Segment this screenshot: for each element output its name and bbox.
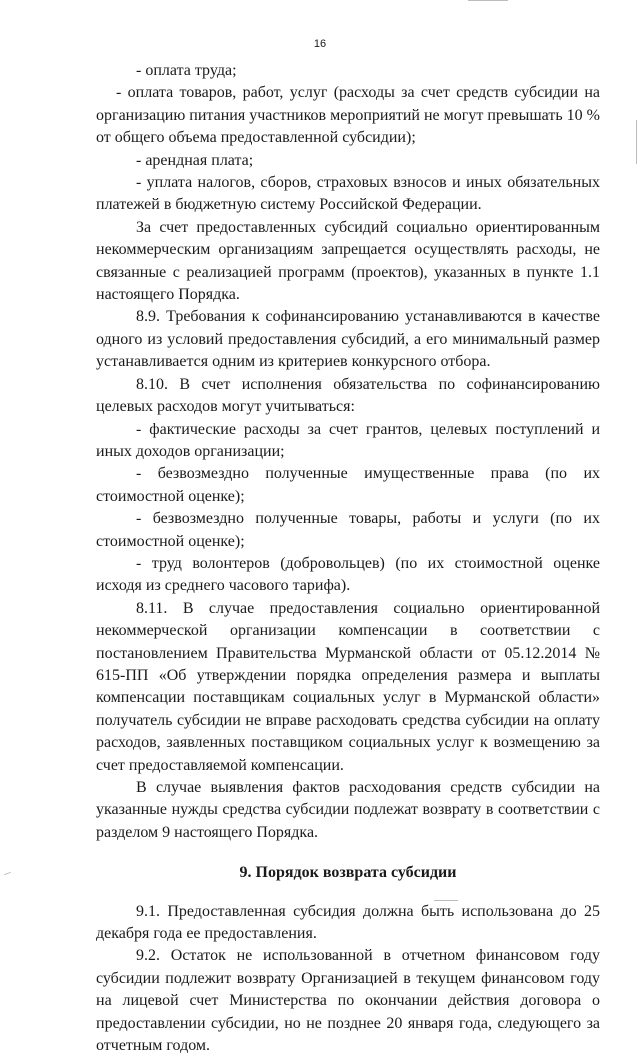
scan-edge-mark xyxy=(636,120,637,164)
paragraph: - оплата товаров, работ, услуг (расходы за счет средств субсидии на организацию питания участников мероприятий не могут превышать 10 % от общего объема предоставленной субсидии); xyxy=(96,84,600,147)
paragraph: - уплата налогов, сборов, страховых взносов и иных обязательных платежей в бюджетную систему Российской Федерации. xyxy=(96,174,600,214)
scan-edge-mark xyxy=(4,872,11,875)
section-title: 9. Порядок возврата субсидии xyxy=(239,864,457,882)
paragraph: 8.11. В случае предоставления социально ориентированной некоммерческой организации компенсации в соответствии с постановлением Правительства Мурманской области от 05.12.2014 № 615-ПП «Об утверждении порядка определения размера и выплаты компенсации поставщикам социальных услуг в Мурманской области» получатель субсидии не вправе расходовать средства субсидии на оплату расходов, заявленных поставщиком социальных услуг к возмещению за счет предоставляемой компенсации. xyxy=(96,599,600,774)
paragraph: - безвозмездно полученные имущественные права (по их стоимостной оценке); xyxy=(96,465,600,505)
paragraph: - труд волонтеров (добровольцев) (по их стоимостной оценке исходя из среднего часового тарифа). xyxy=(96,554,600,595)
document-body xyxy=(96,60,600,1057)
page-number: 16 xyxy=(313,38,327,50)
paragraph: - оплата труда; xyxy=(136,62,237,79)
paragraph: 8.9. Требования к софинансированию устанавливаются в качестве одного из условий предоставления субсидий, а его минимальный размер устанавливается одним из критериев конкурсного отбора. xyxy=(96,308,600,371)
paragraph: 9.2. Остаток не использованной в отчетном финансовом году субсидии подлежит возврату Организацией в текущем финансовом году на лицевой счет Министерства по окончании действия договора о предоставлении субсидии, но не позднее 20 января года, следующего за отчетным годом. xyxy=(96,947,600,1055)
paragraph: 9.1. Предоставленная субсидия должна быть использована до 25 декабря года ее предоставления. xyxy=(96,902,600,943)
paragraph: - фактические расходы за счет грантов, целевых поступлений и иных доходов организации; xyxy=(96,420,600,460)
paragraph: В случае выявления фактов расходования средств субсидии на указанные нужды средства субсидии подлежат возврату в соответствии с разделом 9 настоящего Порядка. xyxy=(96,779,600,841)
scan-edge-mark xyxy=(468,0,508,1)
paragraph: За счет предоставленных субсидий социально ориентированным некоммерческим организациям запрещается осуществлять расходы, не связанные с реализацией программ (проектов), указанных в пункте 1.1 настоящего Порядка. xyxy=(96,218,600,304)
paragraph: - безвозмездно полученные товары, работы и услуги (по их стоимостной оценке); xyxy=(96,510,600,550)
paragraph: 8.10. В счет исполнения обязательства по софинансированию целевых расходов могут учитываться: xyxy=(96,375,600,416)
paragraph: - арендная плата; xyxy=(136,151,254,169)
